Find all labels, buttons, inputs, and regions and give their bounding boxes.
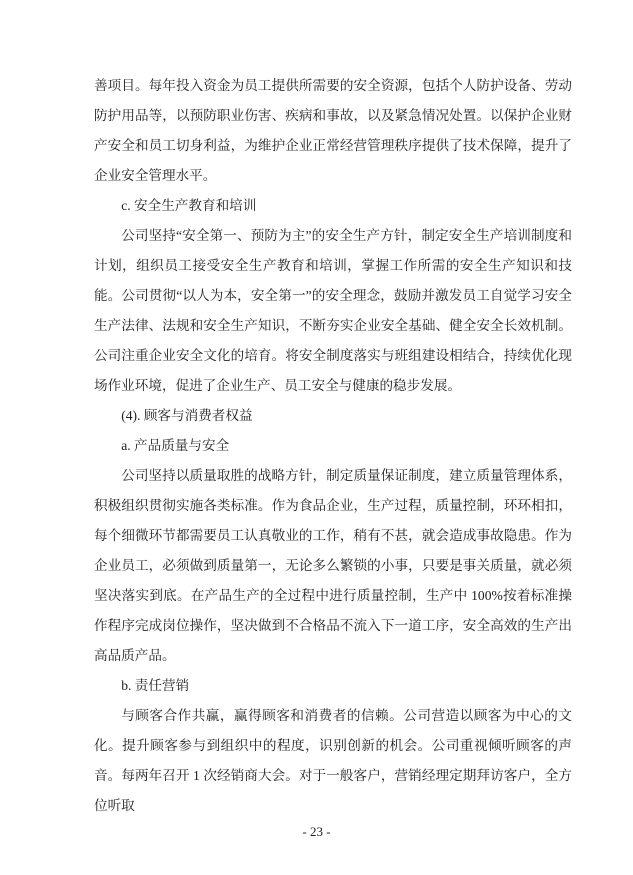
document-body	[94, 71, 572, 821]
body-paragraph: 公司坚持以质量取胜的战略方针，制定质量保证制度，建立质量管理体系，积极组织贯彻实施各类标准。作为食品企业，生产过程，质量控制，环环相扣，每个细微环节都需要员工认真敬业的工作，稍有不甚，就会造成事故隐患。作为企业员工，必须做到质量第一，无论多么繁锁的小事，只要是事关质量，就必须坚决落实到底。在产品生产的全过程中进行质量控制，生产中 100%按着标准操作程序完成岗位操作，坚决做到不合格品不流入下一道工序，安全高效的生产出高品质产品。	[94, 468, 572, 663]
section-heading-customer-rights: (4). 顾客与消费者权益	[121, 408, 253, 423]
section-heading-product-quality: a. 产品质量与安全	[121, 438, 230, 453]
body-paragraph: 善项目。每年投入资金为员工提供所需要的安全资源，包括个人防护设备、劳动防护用品等，以预防职业伤害、疾病和事故，以及紧急情况处置。以保护企业财产安全和员工切身利益，为维护企业正常经营管理秩序提供了技术保障，提升了企业安全管理水平。	[94, 78, 572, 183]
body-paragraph: 与顾客合作共赢，赢得顾客和消费者的信赖。公司营造以顾客为中心的文化。提升顾客参与到组织中的程度，识别创新的机会。公司重视倾听顾客的声音。每两年召开 1 次经销商大会。对于一般客户，营销经理定期拜访客户，全方位听取	[94, 708, 572, 813]
section-heading-responsible-marketing: b. 责任营销	[121, 678, 190, 693]
body-paragraph: 公司坚持“安全第一、预防为主”的安全生产方针，制定安全生产培训制度和计划，组织员工接受安全生产教育和培训，掌握工作所需的安全生产知识和技能。公司贯彻“以人为本，安全第一”的安全理念，鼓励并激发员工自觉学习安全生产法律、法规和安全生产知识，不断夯实企业安全基础、健全安全长效机制。公司注重企业安全文化的培育。将安全制度落实与班组建设相结合，持续优化现场作业环境，促进了企业生产、员工安全与健康的稳步发展。	[94, 228, 572, 393]
page-number: - 23 -	[302, 824, 331, 839]
section-heading-safety-training: c. 安全生产教育和培训	[121, 198, 257, 213]
